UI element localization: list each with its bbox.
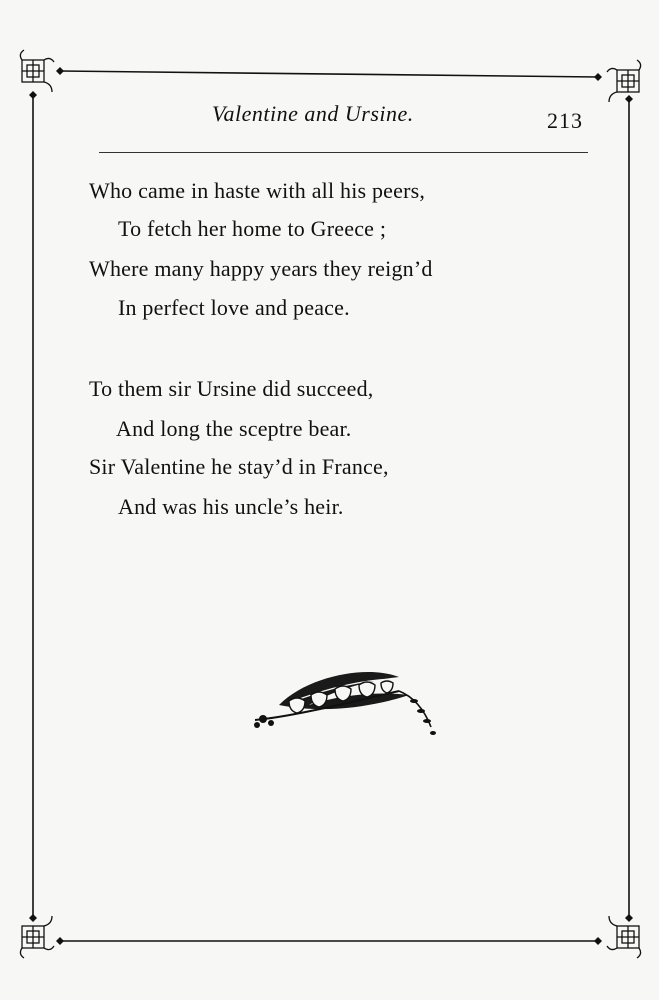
- header-rule: [99, 152, 588, 153]
- verse-line: In perfect love and peace.: [118, 295, 350, 320]
- page-number: 213: [547, 108, 583, 133]
- lily-of-the-valley-icon: [249, 665, 441, 745]
- verse-line: Sir Valentine he stay’d in France,: [89, 454, 389, 479]
- verse-line: To them sir Ursine did succeed,: [89, 376, 374, 401]
- corner-ornament-top-left: [20, 50, 54, 92]
- verse-line: To fetch her home to Greece ;: [118, 216, 387, 241]
- verse-line: And was his uncle’s heir.: [118, 494, 344, 519]
- verse-line: Where many happy years they reign’d: [89, 256, 433, 281]
- corner-ornament-top-right: [607, 60, 641, 102]
- verse-line: And long the sceptre bear.: [116, 416, 352, 441]
- running-title: Valentine and Ursine.: [212, 101, 414, 126]
- corner-ornament-bottom-right: [607, 916, 641, 958]
- corner-ornament-bottom-left: [20, 916, 54, 958]
- verse-line: Who came in haste with all his peers,: [89, 178, 426, 203]
